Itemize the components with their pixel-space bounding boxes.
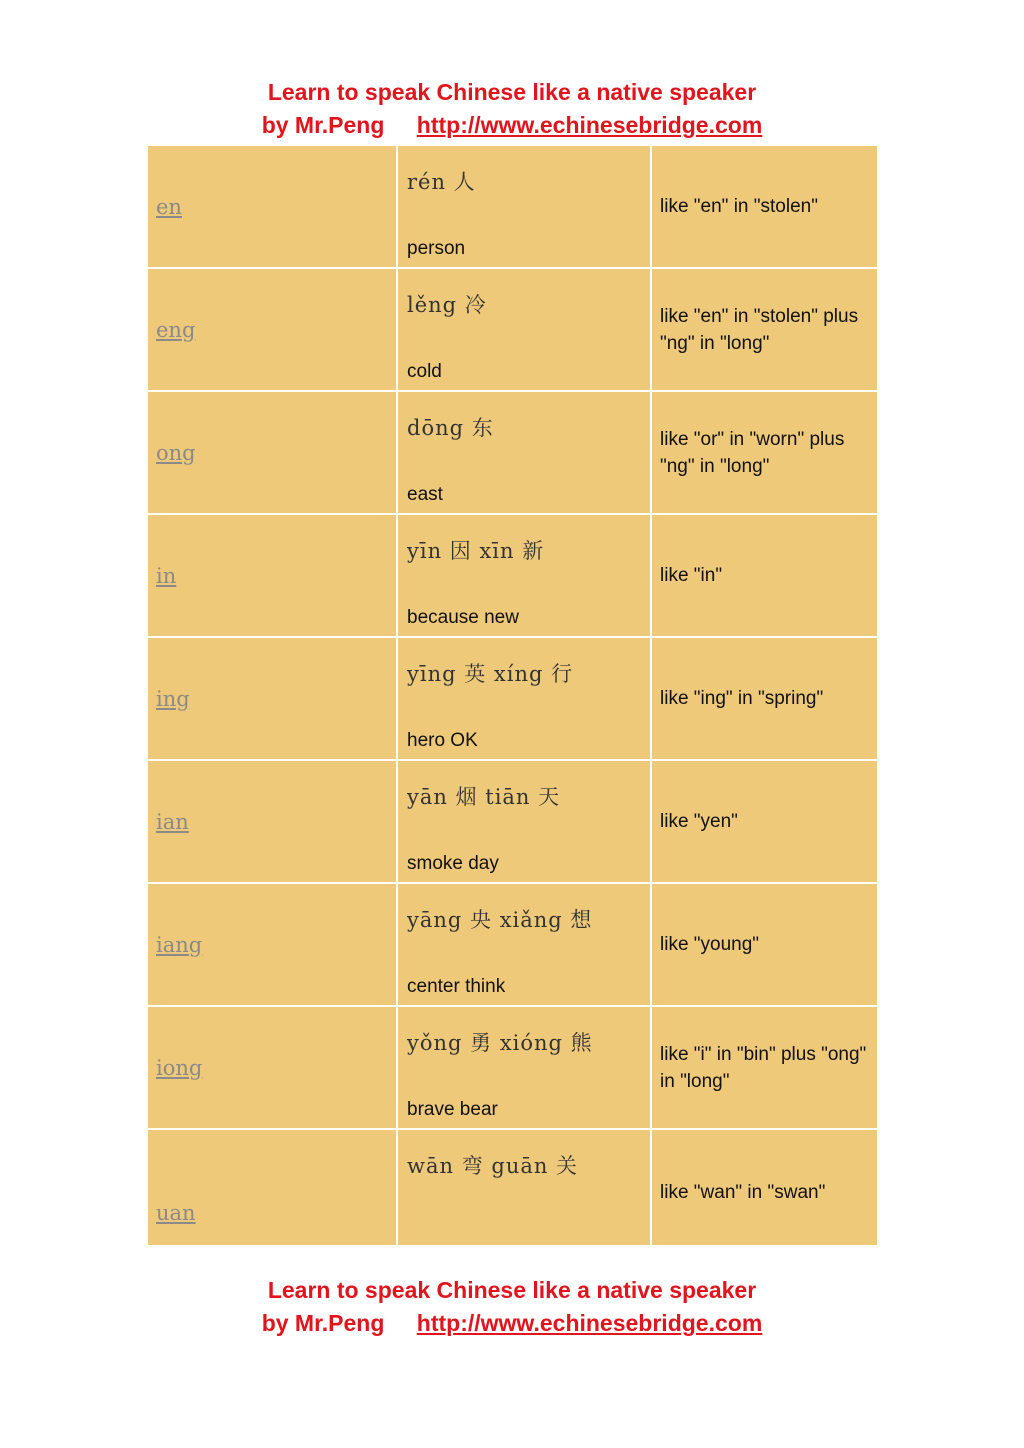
- final-cell: [147, 1129, 397, 1246]
- table-row: [147, 883, 878, 1006]
- sound-cell: like "en" in "stolen": [651, 145, 878, 268]
- table-row: [147, 1129, 878, 1246]
- table-row: [147, 514, 878, 637]
- example-cell: [397, 391, 651, 514]
- final-link[interactable]: ian: [156, 809, 189, 834]
- sound-cell: like "i" in "bin" plus "ong" in "long": [651, 1006, 878, 1129]
- table-row: [147, 145, 878, 268]
- page-footer: [0, 1274, 1024, 1340]
- footer-byline: by Mr.Peng: [261, 1310, 385, 1336]
- example-chars: yīn 因 xīn 新: [407, 539, 545, 563]
- example-meaning: center think: [407, 976, 506, 997]
- example-cell: [397, 1129, 651, 1246]
- page-header: [0, 76, 1024, 142]
- example-chars: lěng 冷: [407, 293, 487, 317]
- footer-byline-row: [0, 1307, 1024, 1340]
- final-cell: [147, 637, 397, 760]
- example-chars: wān 弯 guān 关: [407, 1154, 579, 1178]
- sound-cell: like "wan" in "swan": [651, 1129, 878, 1246]
- table-row: [147, 391, 878, 514]
- header-title: Learn to speak Chinese like a native speaker: [267, 79, 757, 105]
- sound-cell: like "young": [651, 883, 878, 1006]
- final-link[interactable]: ong: [156, 440, 196, 465]
- sound-cell: like "or" in "worn" plus "ng" in "long": [651, 391, 878, 514]
- footer-url-link[interactable]: http://www.echinesebridge.com: [416, 1310, 763, 1336]
- final-cell: [147, 1006, 397, 1129]
- table-row: [147, 637, 878, 760]
- final-link[interactable]: iong: [156, 1055, 203, 1080]
- final-cell: [147, 391, 397, 514]
- example-chars: yāng 央 xiǎng 想: [407, 908, 593, 932]
- header-byline-row: [0, 109, 1024, 142]
- sound-cell: like "in": [651, 514, 878, 637]
- example-cell: [397, 760, 651, 883]
- sound-cell: like "ing" in "spring": [651, 637, 878, 760]
- final-link[interactable]: ing: [156, 686, 190, 711]
- example-meaning: cold: [407, 361, 442, 382]
- table-row: [147, 760, 878, 883]
- final-link[interactable]: eng: [156, 317, 196, 342]
- example-chars: yān 烟 tiān 天: [407, 785, 561, 809]
- example-chars: yīng 英 xíng 行: [407, 662, 574, 686]
- footer-title: Learn to speak Chinese like a native speaker: [267, 1277, 757, 1303]
- sound-cell: like "yen": [651, 760, 878, 883]
- pinyin-finals-table: [146, 144, 879, 1247]
- final-link[interactable]: uan: [156, 1201, 196, 1225]
- sound-cell: like "en" in "stolen" plus "ng" in "long": [651, 268, 878, 391]
- example-meaning: east: [407, 484, 443, 505]
- final-cell: [147, 760, 397, 883]
- example-meaning: smoke day: [407, 853, 499, 874]
- example-cell: [397, 514, 651, 637]
- example-cell: [397, 637, 651, 760]
- final-cell: [147, 268, 397, 391]
- final-cell: [147, 514, 397, 637]
- example-cell: [397, 145, 651, 268]
- table-row: [147, 268, 878, 391]
- final-link[interactable]: in: [156, 563, 177, 588]
- example-meaning: brave bear: [407, 1099, 498, 1120]
- table-row: [147, 1006, 878, 1129]
- final-cell: [147, 145, 397, 268]
- example-meaning: because new: [407, 607, 519, 628]
- example-chars: dōng 东: [407, 416, 494, 440]
- final-cell: [147, 883, 397, 1006]
- final-link[interactable]: iang: [156, 932, 203, 957]
- example-cell: [397, 883, 651, 1006]
- example-meaning: person: [407, 238, 466, 259]
- example-meaning: hero OK: [407, 730, 478, 751]
- example-chars: rén 人: [407, 170, 476, 194]
- example-chars: yǒng 勇 xióng 熊: [407, 1031, 593, 1055]
- example-cell: [397, 268, 651, 391]
- header-byline: by Mr.Peng: [261, 112, 385, 138]
- final-link[interactable]: en: [156, 194, 182, 219]
- example-cell: [397, 1006, 651, 1129]
- header-url-link[interactable]: http://www.echinesebridge.com: [416, 112, 763, 138]
